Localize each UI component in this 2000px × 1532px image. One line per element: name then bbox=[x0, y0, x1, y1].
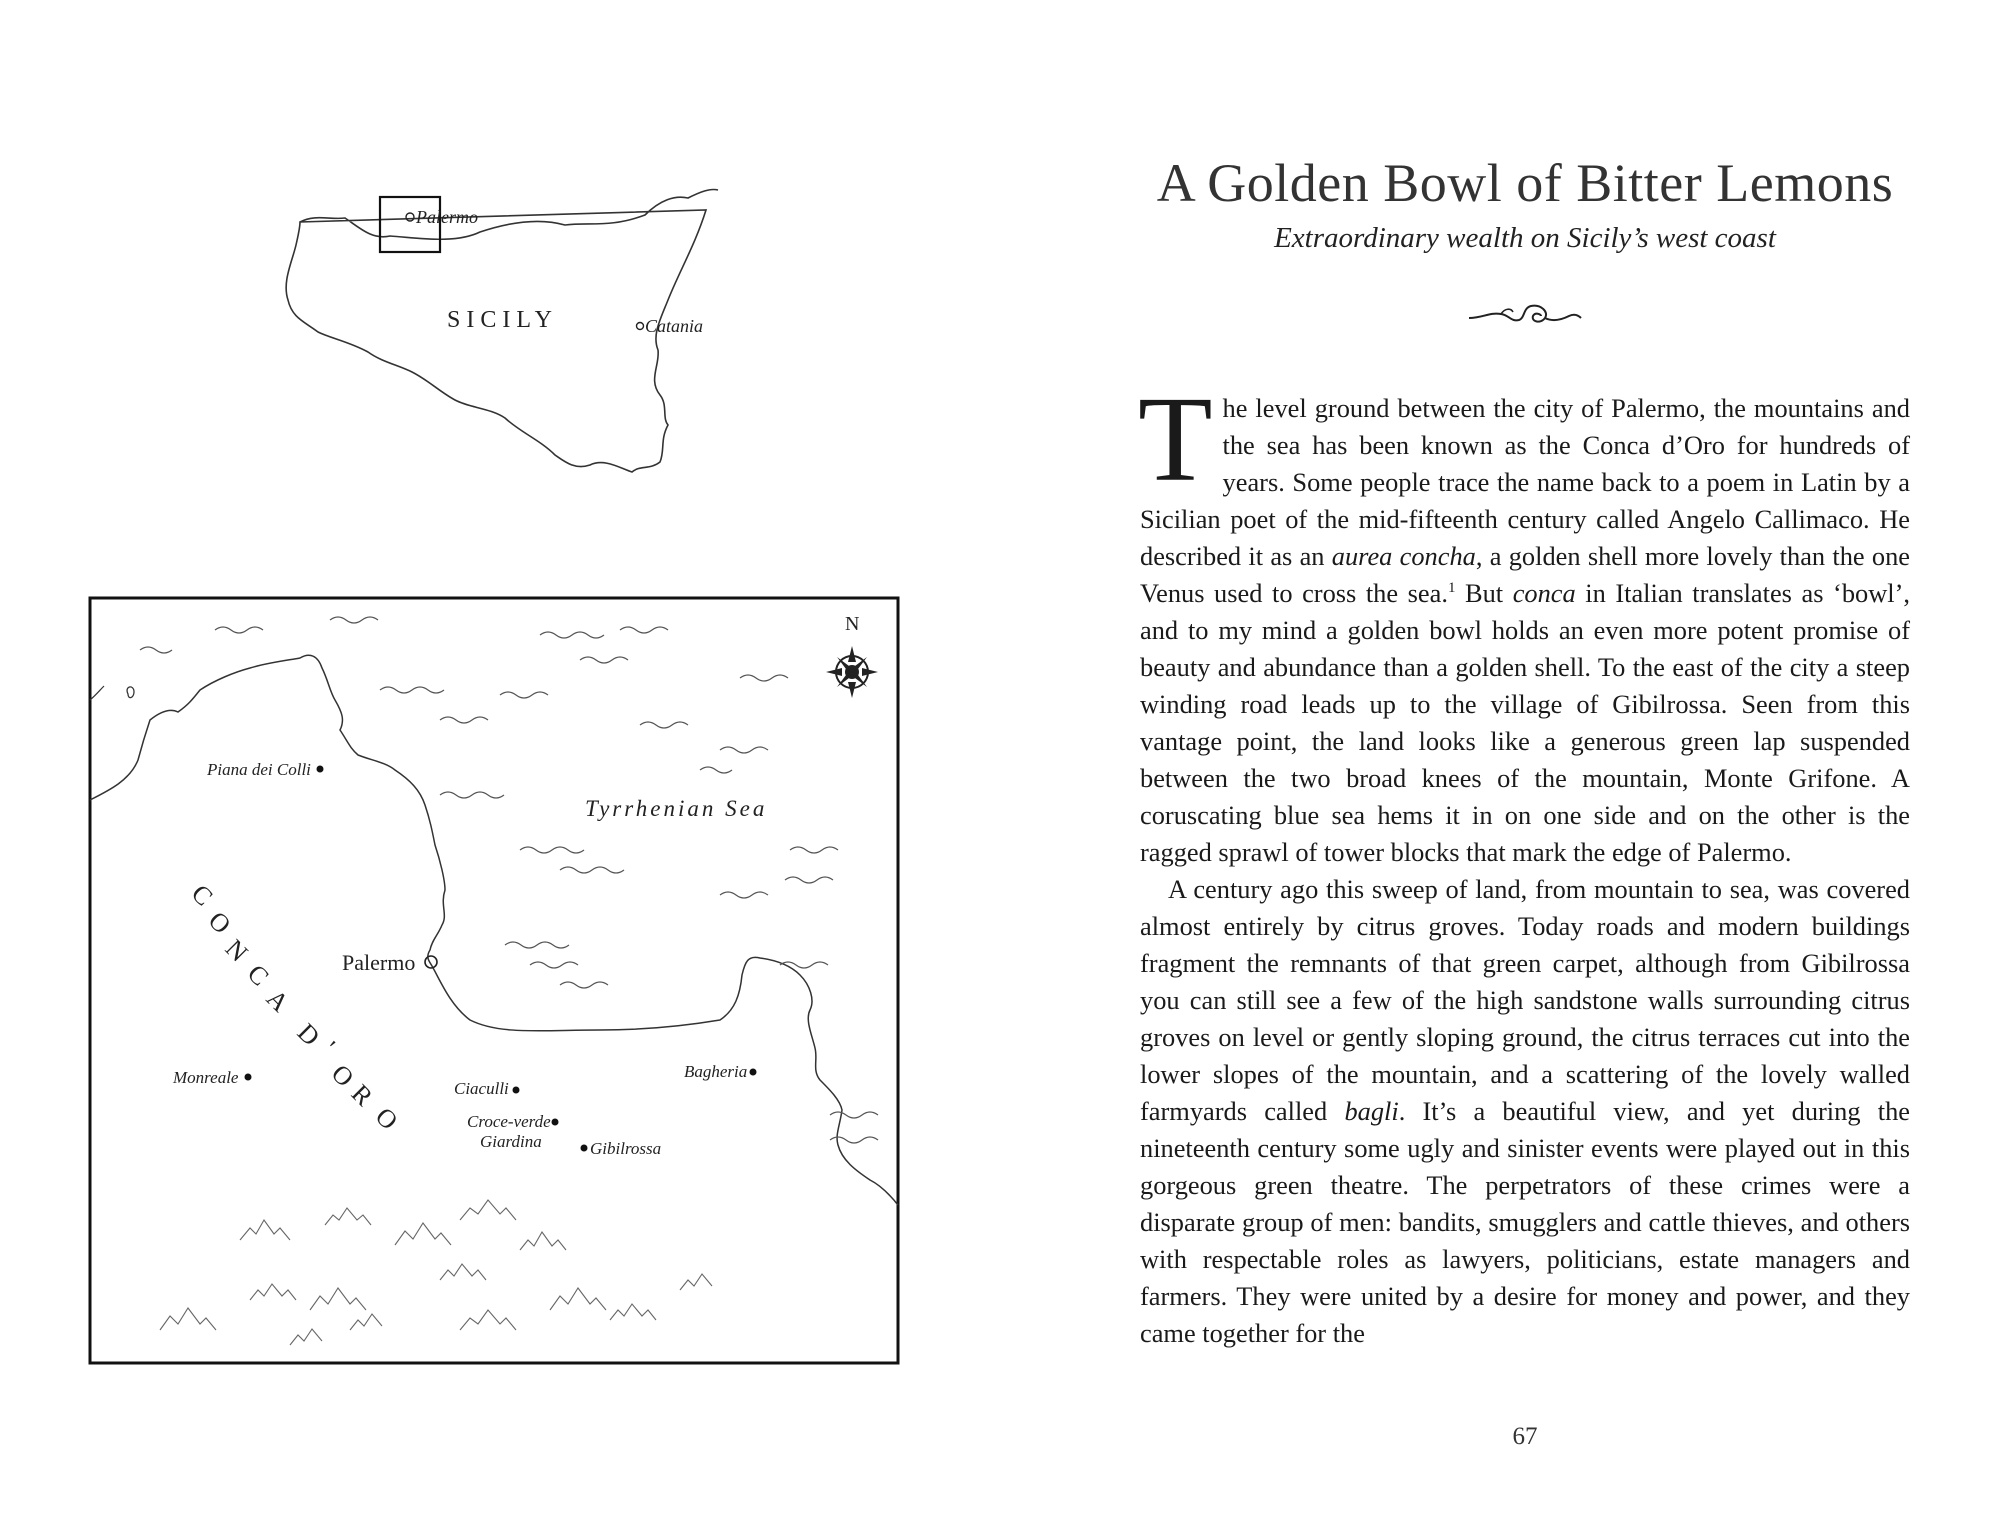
place-label-gibilrossa: Gibilrossa bbox=[590, 1139, 662, 1158]
italic-run: conca bbox=[1512, 578, 1576, 608]
chapter-subtitle: Extraordinary wealth on Sicily’s west coast bbox=[1274, 222, 1776, 254]
inset-catania-label: Catania bbox=[645, 316, 704, 336]
place-label-palermo: Palermo bbox=[342, 950, 416, 975]
chapter-body bbox=[1138, 372, 1910, 1352]
page-number: 67 bbox=[1512, 1423, 1538, 1450]
place-marker-palermo bbox=[425, 956, 437, 968]
conca-map-frame bbox=[90, 598, 898, 1363]
chapter-title: A Golden Bowl of Bitter Lemons bbox=[1156, 153, 1894, 213]
region-letter: A bbox=[260, 983, 295, 1018]
place-label-monreale: Monreale bbox=[173, 1068, 239, 1087]
paragraph-1-runs bbox=[1138, 372, 1910, 867]
region-label-conca-doro bbox=[186, 879, 404, 1136]
place-label-piana-dei-colli: Piana dei Colli bbox=[207, 760, 311, 779]
italic-run: aurea concha bbox=[1331, 541, 1476, 571]
italic-run: bagli bbox=[1344, 1096, 1399, 1126]
text-page bbox=[1140, 0, 1910, 1532]
text-run: he level ground between the city of Palermo, the mountains and the sea has been known as the Conca d’Oro for hundreds of years. Some people trace the name back to a poem in Latin by a Sicilian poet of the mid-fifteenth century called Angelo Callimaco. He described it as an bbox=[1140, 393, 1910, 571]
place-label-croce-verde: Croce-verde bbox=[467, 1112, 551, 1131]
sea-wave-strokes bbox=[140, 617, 878, 1143]
region-letter: O bbox=[369, 1101, 404, 1136]
text-run: , a golden shell more lovely than the one Venus used to cross the sea. bbox=[1140, 541, 1910, 608]
inset-catania-marker bbox=[637, 323, 644, 330]
place-label-ciaculli: Ciaculli bbox=[454, 1079, 509, 1098]
text-run: But bbox=[1455, 578, 1513, 608]
region-letter: C bbox=[241, 958, 275, 992]
region-letter: ' bbox=[316, 1035, 341, 1060]
place-marker-bagheria bbox=[750, 1069, 757, 1076]
text-run: A century ago this sweep of land, from mountain to sea, was covered almost entirely by citrus groves. Today roads and modern buildings fragment the remnants of that green carpet, although from Gibilrossa you can still see a few of the high sandstone walls surrounding citrus groves on level or gently sloping ground, the citrus terraces cut into the lower slopes of the mountain, and a scattering of the lovely walled farmyards called bbox=[1140, 874, 1910, 1126]
paragraph-2 bbox=[1140, 871, 1910, 1352]
region-letter: O bbox=[202, 905, 237, 940]
region-letter: N bbox=[219, 933, 254, 968]
footnote-marker: 1 bbox=[1447, 580, 1456, 597]
paragraph-1 bbox=[1138, 372, 1910, 871]
region-letter: C bbox=[185, 878, 219, 912]
place-label-giardina: Giardina bbox=[480, 1132, 542, 1151]
place-marker-piana-dei-colli bbox=[317, 766, 324, 773]
inset-palermo-label: Palermo bbox=[416, 207, 478, 227]
place-marker-monreale bbox=[245, 1074, 252, 1081]
place-marker-gibilrossa bbox=[581, 1145, 588, 1152]
inset-palermo-marker bbox=[406, 213, 414, 221]
sea-label: Tyrrhenian Sea bbox=[585, 796, 768, 821]
region-letter: D bbox=[291, 1017, 326, 1052]
mountains-illustration bbox=[160, 1200, 712, 1345]
place-label-bagheria: Bagheria bbox=[684, 1062, 748, 1081]
compass-rose-icon bbox=[826, 646, 878, 698]
inset-island-label: SICILY bbox=[447, 307, 558, 333]
compass-north-label: N bbox=[845, 613, 860, 635]
text-run: . It’s a beautiful view, and yet during the nineteenth century some ugly and sinister events were played out in this gorgeous green theatre. The perpetrators of these crimes were a disparate group of men: bandits, smugglers and cattle thieves, and others with respectable roles as lawyers, politicians, estate managers and farmers. They were united by a desire for money and power, and they came together for the bbox=[1140, 1096, 1910, 1348]
text-run: in Italian translates as ‘bowl’, and to my mind a golden bowl holds an even more potent promise of beauty and abundance than a golden shell. To the east of the city a steep winding road leads up to the village of Gibilrossa. Seen from this vantage point, the land looks like a generous green lap suspended between the two broad knees of the mountain, Monte Grifone. A coruscating blue sea hems it in on one side and on the other is the ragged sprawl of tower blocks that mark the edge of Palermo. bbox=[1140, 578, 1910, 867]
place-marker-ciaculli bbox=[513, 1087, 520, 1094]
paragraph-2-runs bbox=[1140, 874, 1910, 1348]
drop-cap: T bbox=[1138, 372, 1213, 507]
region-letter: O bbox=[325, 1058, 360, 1093]
place-marker-croce-verde bbox=[552, 1119, 559, 1126]
ornament-flourish-icon bbox=[1465, 296, 1585, 332]
region-letter: R bbox=[345, 1078, 379, 1112]
small-island bbox=[127, 687, 134, 698]
